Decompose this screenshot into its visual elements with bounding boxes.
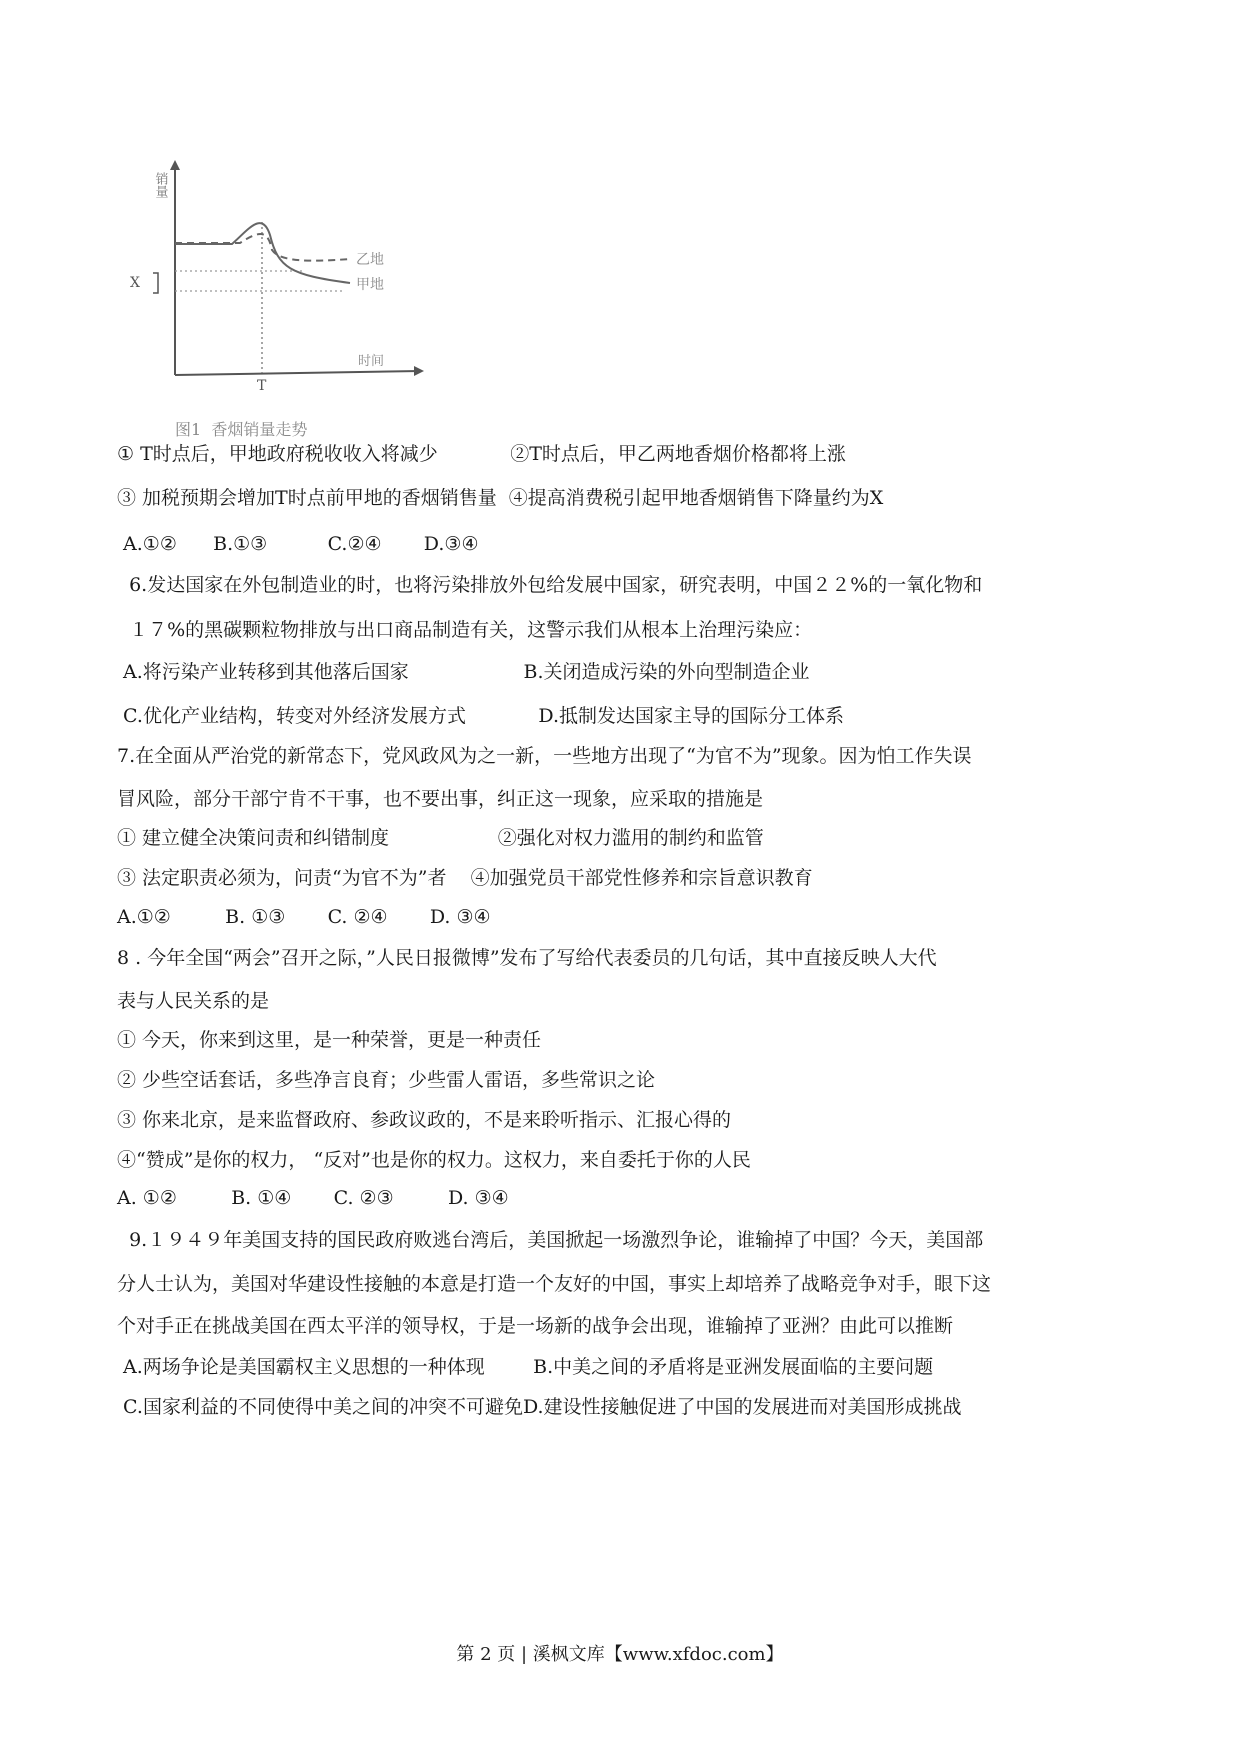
q8-stem-line-1: 8 . 今年全国“两会”召开之际，”人民日报微博”发布了写给代表委员的几句话，其中直接反映人大代 <box>117 947 937 969</box>
q7-answer-choices: A.①② B. ①③ C. ②④ D. ③④ <box>117 906 491 928</box>
q6-stem-line-2: １７%的黑碳颗粒物排放与出口商品制造有关，这警示我们从根本上治理污染应： <box>117 619 813 641</box>
q7-stem-line-1: 7.在全面从严治党的新常态下，党风政风为之一新，一些地方出现了“为官不为”现象。因为怕工作失误 <box>117 745 972 767</box>
q8-option-1: ① 今天，你来到这里，是一种荣誉，更是一种责任 <box>117 1029 542 1051</box>
series-yi-label: 乙地 <box>356 252 384 268</box>
q6-stem-line-1: 6.发达国家在外包制造业的时，也将污染排放外包给发展中国家，研究表明，中国２２%的一氧化物和 <box>117 574 983 596</box>
q9-choices-cd: C.国家利益的不同使得中美之间的冲突不可避免D.建设性接触促进了中国的发展进而对美国形成挑战 <box>117 1396 962 1418</box>
q6-choices-ab: A.将污染产业转移到其他落后国家 B.关闭造成污染的外向型制造企业 <box>117 661 810 683</box>
q8-option-3: ③ 你来北京，是来监督政府、参政议政的，不是来聆听指示、汇报心得的 <box>117 1109 732 1131</box>
q7-stem-line-2: 冒风险，部分干部宁肯不干事，也不要出事，纠正这一现象，应采取的措施是 <box>117 788 764 810</box>
x-axis-label: 时间 <box>358 354 385 369</box>
x-axis-arrow <box>414 366 424 376</box>
q9-choices-ab: A.两场争论是美国霸权主义思想的一种体现 B.中美之间的矛盾将是亚洲发展面临的主要问题 <box>117 1356 934 1378</box>
q5-options-line-2: ③ 加税预期会增加T时点前甲地的香烟销售量 ④提高消费税引起甲地香烟销售下降量约为X <box>117 487 884 509</box>
y-tick-x: X <box>130 275 140 291</box>
y-axis-arrow <box>170 160 180 170</box>
page-footer: 第 2 页 | 溪枫文库【www.xfdoc.com】 <box>456 1644 784 1665</box>
q9-stem-line-1: 9.１９４９年美国支持的国民政府败逃台湾后，美国掀起一场激烈争论，谁输掉了中国？今天，美国部 <box>117 1229 984 1251</box>
x-tick-t: T <box>257 378 267 394</box>
y-axis-label: 销量 <box>152 172 168 198</box>
q6-choices-cd: C.优化产业结构，转变对外经济发展方式 D.抵制发达国家主导的国际分工体系 <box>117 705 845 727</box>
figure-caption: 图1 香烟销量走势 <box>175 420 308 439</box>
x-axis <box>175 371 420 375</box>
series-jia-label: 甲地 <box>356 277 384 293</box>
figure-sales-trend <box>120 160 480 460</box>
q8-answer-choices: A. ①② B. ①④ C. ②③ D. ③④ <box>117 1187 509 1209</box>
q8-option-4: ④“赞成”是你的权力， “反对”也是你的权力。这权力，来自委托于你的人民 <box>117 1149 751 1171</box>
q7-options-line-2: ③ 法定职责必须为，问责“为官不为”者 ④加强党员干部党性修养和宗旨意识教育 <box>117 867 813 889</box>
x-bracket <box>153 273 158 293</box>
q7-options-line-1: ① 建立健全决策问责和纠错制度 ②强化对权力滥用的制约和监管 <box>117 827 764 849</box>
q9-stem-line-2: 分人士认为，美国对华建设性接触的本意是打造一个友好的中国，事实上却培养了战略竞争对手，眼下这 <box>117 1273 992 1295</box>
q8-option-2: ② 少些空话套话，多些净言良育；少些雷人雷语，多些常识之论 <box>117 1069 656 1091</box>
q5-answer-choices: A.①② B.①③ C.②④ D.③④ <box>117 533 479 555</box>
q8-stem-line-2: 表与人民关系的是 <box>117 990 270 1012</box>
q5-options-line-1: ① T时点后，甲地政府税收收入将减少 ②T时点后，甲乙两地香烟价格都将上涨 <box>117 443 846 465</box>
q9-stem-line-3: 个对手正在挑战美国在西太平洋的领导权，于是一场新的战争会出现，谁输掉了亚洲？由此可以推断 <box>117 1315 954 1337</box>
